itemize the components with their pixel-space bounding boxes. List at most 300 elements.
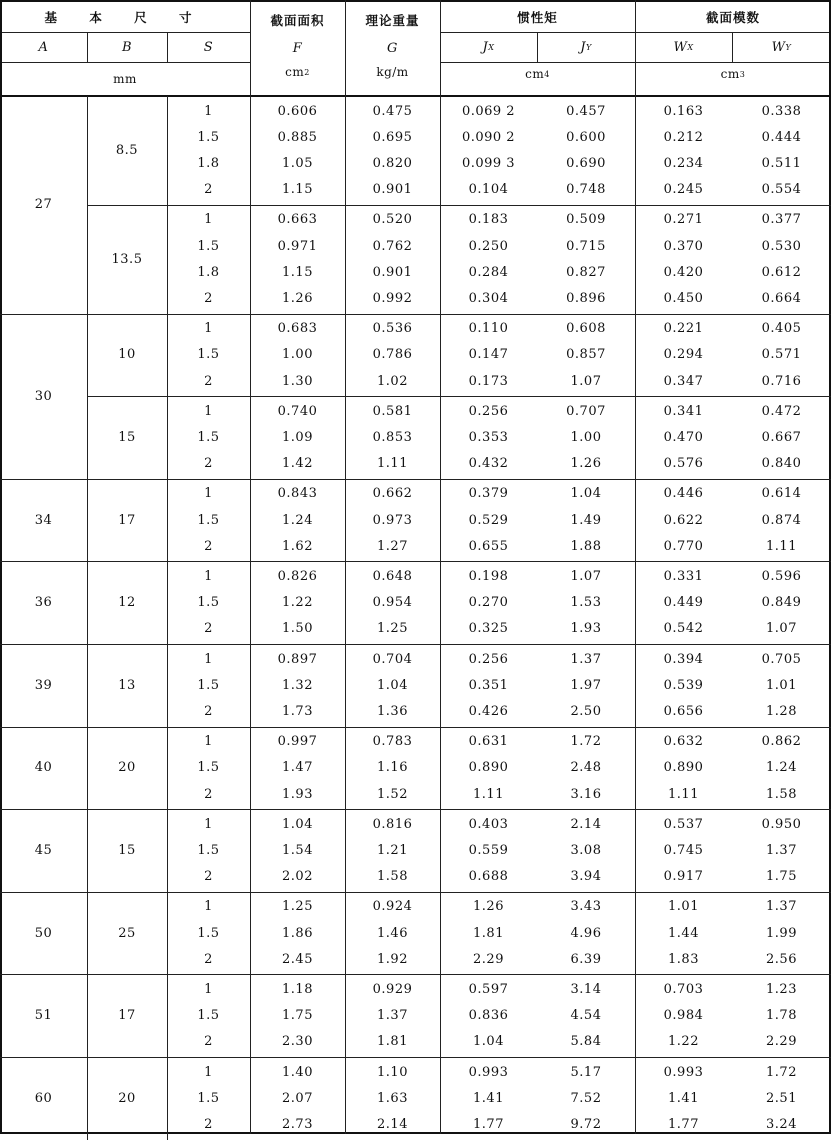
dimension-A-cell: 50	[34, 925, 53, 941]
value-cell: 0.840	[761, 456, 802, 472]
thickness-cell: 2	[204, 951, 213, 967]
thickness-cell: 2	[204, 786, 213, 802]
dimension-B-cell: 10	[118, 347, 136, 363]
symbol-G: G	[387, 40, 398, 56]
value-cell: 1.05	[282, 155, 313, 171]
value-cell: 0.256	[468, 403, 509, 419]
dimension-B-cell: 15	[118, 842, 136, 858]
dimension-B-cell: 13.5	[111, 251, 143, 267]
value-cell: 0.853	[372, 429, 413, 445]
value-cell: 1.11	[668, 786, 699, 802]
value-cell: 0.950	[761, 816, 802, 832]
value-cell: 1.04	[570, 486, 602, 502]
value-cell: 0.656	[663, 703, 704, 719]
value-cell: 1.93	[570, 621, 602, 637]
col-rule-B	[87, 96, 88, 314]
thickness-cell: 2	[204, 538, 213, 554]
value-cell: 2.73	[282, 1116, 313, 1132]
unit-cm2: cm 2	[285, 65, 310, 79]
value-cell: 0.294	[663, 347, 704, 363]
value-cell: 0.612	[761, 264, 802, 280]
value-cell: 1.75	[282, 1008, 313, 1024]
value-cell: 2.48	[570, 760, 602, 776]
value-cell: 0.762	[372, 238, 413, 254]
value-cell: 1.37	[766, 899, 797, 915]
thickness-cell: 1.5	[197, 429, 220, 445]
header-rule-2a	[0, 62, 250, 63]
unit-cm4: cm 4	[525, 67, 550, 81]
value-cell: 1.18	[282, 981, 313, 997]
thickness-cell: 1	[204, 1064, 213, 1080]
value-cell: 0.786	[372, 347, 413, 363]
value-cell: 0.271	[663, 212, 704, 228]
value-cell: 0.450	[663, 290, 704, 306]
value-cell: 1.30	[282, 373, 313, 389]
value-cell: 0.703	[663, 981, 704, 997]
value-cell: 0.971	[277, 238, 318, 254]
value-cell: 1.32	[282, 677, 313, 693]
thickness-cell: 1	[204, 899, 213, 915]
value-cell: 1.77	[473, 1116, 504, 1132]
value-cell: 1.23	[766, 981, 797, 997]
value-cell: 0.688	[468, 869, 509, 885]
thickness-cell: 1	[204, 212, 213, 228]
value-cell: 0.353	[468, 429, 509, 445]
value-cell: 0.405	[761, 321, 802, 337]
modulus-header: 截面模数	[705, 10, 760, 25]
col-rule-S	[167, 892, 168, 975]
value-cell: 0.917	[663, 869, 704, 885]
value-cell: 0.542	[663, 621, 704, 637]
value-cell: 1.93	[282, 786, 313, 802]
value-cell: 0.554	[761, 182, 802, 198]
thickness-cell: 1	[204, 981, 213, 997]
value-cell: 1.41	[668, 1090, 699, 1106]
value-cell: 0.695	[372, 129, 413, 145]
value-cell: 0.559	[468, 842, 509, 858]
value-cell: 9.72	[570, 1116, 602, 1132]
value-cell: 0.426	[468, 703, 509, 719]
value-cell: 0.924	[372, 899, 413, 915]
value-cell: 1.72	[570, 734, 602, 750]
value-cell: 0.993	[468, 1064, 509, 1080]
value-cell: 1.88	[570, 538, 602, 554]
value-cell: 3.14	[570, 981, 602, 997]
value-cell: 1.72	[766, 1064, 797, 1080]
value-cell: 1.16	[377, 760, 408, 776]
value-cell: 1.27	[377, 538, 408, 554]
col-rule-S	[167, 32, 168, 63]
dimension-A-cell: 45	[34, 842, 53, 858]
value-cell: 1.21	[377, 842, 408, 858]
thickness-cell: 2	[204, 373, 213, 389]
col-rule-B	[87, 1057, 88, 1140]
value-cell: 0.622	[663, 512, 704, 528]
value-cell: 1.99	[766, 925, 797, 941]
value-cell: 1.11	[766, 538, 797, 554]
col-rule-S	[167, 314, 168, 479]
value-cell: 0.783	[372, 734, 413, 750]
value-cell: 1.22	[668, 1034, 699, 1050]
col-rule-Jy	[537, 32, 538, 63]
subgroup-rule	[87, 205, 831, 206]
value-cell: 3.16	[570, 786, 602, 802]
value-cell: 0.648	[372, 568, 413, 584]
thickness-cell: 2	[204, 1116, 213, 1132]
value-cell: 0.183	[468, 212, 509, 228]
value-cell: 0.198	[468, 568, 509, 584]
value-cell: 0.470	[663, 429, 704, 445]
value-cell: 2.50	[570, 703, 602, 719]
col-rule-B	[87, 314, 88, 479]
value-cell: 0.748	[566, 182, 606, 198]
col-rule-S	[167, 561, 168, 644]
value-cell: 0.304	[468, 290, 509, 306]
value-cell: 0.509	[566, 212, 606, 228]
value-cell: 0.690	[566, 155, 606, 171]
value-cell: 0.857	[566, 347, 606, 363]
value-cell: 0.874	[761, 512, 802, 528]
value-cell: 1.40	[282, 1064, 313, 1080]
value-cell: 1.37	[570, 651, 602, 667]
dimension-A-cell: 27	[34, 197, 53, 213]
value-cell: 1.26	[282, 290, 313, 306]
value-cell: 0.707	[566, 403, 606, 419]
value-cell: 1.53	[570, 595, 602, 611]
value-cell: 0.377	[761, 212, 802, 228]
thickness-cell: 1.5	[197, 595, 220, 611]
value-cell: 0.110	[468, 321, 509, 337]
value-cell: 0.954	[372, 595, 413, 611]
value-cell: 0.325	[468, 621, 509, 637]
value-cell: 0.827	[566, 264, 606, 280]
value-cell: 0.530	[761, 238, 802, 254]
value-cell: 5.84	[570, 1034, 602, 1050]
value-cell: 0.539	[663, 677, 704, 693]
thickness-cell: 1.5	[197, 760, 220, 776]
value-cell: 1.86	[282, 925, 313, 941]
thickness-cell: 2	[204, 703, 213, 719]
value-cell: 4.96	[570, 925, 602, 941]
value-cell: 1.37	[766, 842, 797, 858]
value-cell: 1.01	[668, 899, 699, 915]
value-cell: 2.14	[377, 1116, 408, 1132]
unit-kg-per-m: kg/m	[376, 65, 409, 79]
value-cell: 4.54	[570, 1008, 602, 1024]
value-cell: 0.663	[277, 212, 318, 228]
value-cell: 0.449	[663, 595, 704, 611]
value-cell: 1.37	[377, 1008, 408, 1024]
value-cell: 0.394	[663, 651, 704, 667]
value-cell: 1.28	[766, 703, 797, 719]
thickness-cell: 1	[204, 486, 213, 502]
thickness-cell: 2	[204, 621, 213, 637]
thickness-cell: 2	[204, 869, 213, 885]
value-cell: 0.816	[372, 816, 413, 832]
col-rule-B	[87, 727, 88, 810]
value-cell: 1.15	[282, 264, 313, 280]
value-cell: 1.07	[570, 568, 602, 584]
inertia-header: 惯性矩	[517, 10, 558, 25]
value-cell: 0.351	[468, 677, 509, 693]
value-cell: 0.090 2	[461, 129, 516, 145]
weight-header: 理论重量	[365, 13, 420, 28]
value-cell: 2.29	[766, 1034, 797, 1050]
col-rule-B	[87, 479, 88, 562]
value-cell: 0.997	[277, 734, 318, 750]
value-cell: 0.896	[566, 290, 606, 306]
col-rule-B	[87, 32, 88, 63]
value-cell: 0.234	[663, 155, 704, 171]
value-cell: 0.655	[468, 538, 509, 554]
value-cell: 1.92	[377, 951, 408, 967]
symbol-S: S	[203, 40, 214, 55]
thickness-cell: 1	[204, 816, 213, 832]
dimension-B-cell: 12	[118, 595, 136, 611]
value-cell: 0.843	[277, 486, 318, 502]
value-cell: 0.347	[663, 373, 704, 389]
value-cell: 0.929	[372, 981, 413, 997]
value-cell: 1.04	[282, 816, 313, 832]
value-cell: 0.631	[468, 734, 509, 750]
value-cell: 1.83	[668, 951, 699, 967]
col-rule-S	[167, 644, 168, 727]
value-cell: 0.862	[761, 734, 802, 750]
dimension-A-cell: 39	[34, 677, 53, 693]
col-rule-Wy	[732, 32, 733, 63]
value-cell: 0.885	[277, 129, 318, 145]
value-cell: 0.331	[663, 568, 704, 584]
value-cell: 0.820	[372, 155, 413, 171]
value-cell: 1.44	[668, 925, 699, 941]
value-cell: 1.49	[570, 512, 602, 528]
value-cell: 1.75	[766, 869, 797, 885]
value-cell: 0.890	[468, 760, 509, 776]
value-cell: 5.17	[570, 1064, 602, 1080]
dimension-A-cell: 60	[34, 1090, 53, 1106]
value-cell: 0.662	[372, 486, 413, 502]
value-cell: 6.39	[570, 951, 602, 967]
value-cell: 1.62	[282, 538, 313, 554]
thickness-cell: 1.5	[197, 1008, 220, 1024]
symbol-B: B	[121, 40, 133, 55]
value-cell: 2.07	[282, 1090, 313, 1106]
value-cell: 0.341	[663, 403, 704, 419]
dimension-A-cell: 51	[34, 1008, 53, 1024]
col-rule-B	[87, 644, 88, 727]
value-cell: 1.11	[377, 456, 408, 472]
value-cell: 0.740	[277, 403, 318, 419]
value-cell: 0.104	[468, 182, 509, 198]
value-cell: 1.10	[377, 1064, 408, 1080]
value-cell: 3.94	[570, 869, 602, 885]
value-cell: 0.099 3	[461, 155, 516, 171]
dimension-B-cell: 20	[118, 1090, 136, 1106]
value-cell: 1.07	[766, 621, 797, 637]
value-cell: 1.47	[282, 760, 313, 776]
col-rule-S	[167, 974, 168, 1057]
value-cell: 0.745	[663, 842, 704, 858]
value-cell: 7.52	[570, 1090, 602, 1106]
value-cell: 1.25	[282, 899, 313, 915]
value-cell: 1.11	[473, 786, 504, 802]
col-rule-B	[87, 809, 88, 892]
col-rule-B	[87, 974, 88, 1057]
value-cell: 0.212	[663, 129, 704, 145]
value-cell: 0.770	[663, 538, 704, 554]
thickness-cell: 1.5	[197, 1090, 220, 1106]
value-cell: 3.08	[570, 842, 602, 858]
thickness-cell: 1.5	[197, 842, 220, 858]
col-rule-B	[87, 892, 88, 975]
value-cell: 0.173	[468, 373, 509, 389]
value-cell: 0.245	[663, 182, 704, 198]
value-cell: 1.58	[377, 869, 408, 885]
unit-cm3: cm 3	[720, 67, 746, 81]
value-cell: 0.984	[663, 1008, 704, 1024]
dimension-A-cell: 36	[34, 595, 53, 611]
thickness-cell: 1.5	[197, 512, 220, 528]
thickness-cell: 1	[204, 651, 213, 667]
value-cell: 0.667	[761, 429, 802, 445]
value-cell: 0.536	[372, 321, 413, 337]
value-cell: 1.36	[377, 703, 408, 719]
value-cell: 0.606	[277, 103, 318, 119]
value-cell: 0.897	[277, 651, 318, 667]
value-cell: 0.511	[761, 155, 802, 171]
value-cell: 0.597	[468, 981, 509, 997]
value-cell: 0.576	[663, 456, 704, 472]
value-cell: 1.81	[473, 925, 504, 941]
value-cell: 0.836	[468, 1008, 509, 1024]
value-cell: 1.24	[282, 512, 313, 528]
thickness-cell: 1.5	[197, 238, 220, 254]
value-cell: 1.25	[377, 621, 408, 637]
dimension-A-cell: 34	[34, 512, 53, 528]
value-cell: 2.02	[282, 869, 313, 885]
value-cell: 1.22	[282, 595, 313, 611]
value-cell: 0.529	[468, 512, 509, 528]
value-cell: 0.284	[468, 264, 509, 280]
value-cell: 2.29	[473, 951, 504, 967]
value-cell: 0.664	[761, 290, 802, 306]
value-cell: 1.04	[377, 677, 408, 693]
thickness-cell: 1.5	[197, 925, 220, 941]
value-cell: 0.890	[663, 760, 704, 776]
value-cell: 0.992	[372, 290, 413, 306]
value-cell: 1.00	[282, 347, 313, 363]
value-cell: 1.24	[766, 760, 797, 776]
value-cell: 0.849	[761, 595, 802, 611]
value-cell: 1.97	[570, 677, 602, 693]
value-cell: 0.596	[761, 568, 802, 584]
value-cell: 2.30	[282, 1034, 313, 1050]
value-cell: 0.608	[566, 321, 606, 337]
dimension-B-cell: 17	[118, 512, 136, 528]
value-cell: 1.63	[377, 1090, 408, 1106]
value-cell: 1.09	[282, 429, 313, 445]
dimension-A-cell: 40	[34, 760, 53, 776]
thickness-cell: 1	[204, 103, 213, 119]
col-rule-S	[167, 727, 168, 810]
dimension-B-cell: 13	[118, 677, 136, 693]
symbol-F: F	[292, 40, 303, 56]
value-cell: 0.475	[372, 103, 413, 119]
value-cell: 1.26	[473, 899, 504, 915]
value-cell: 0.901	[372, 182, 413, 198]
value-cell: 0.338	[761, 103, 802, 119]
thickness-cell: 2	[204, 182, 213, 198]
value-cell: 0.537	[663, 816, 704, 832]
value-cell: 0.420	[663, 264, 704, 280]
thickness-cell: 2	[204, 290, 213, 306]
value-cell: 0.370	[663, 238, 704, 254]
value-cell: 1.54	[282, 842, 313, 858]
dimension-B-cell: 8.5	[115, 142, 139, 158]
thickness-cell: 1	[204, 734, 213, 750]
value-cell: 0.716	[761, 373, 802, 389]
value-cell: 1.02	[377, 373, 408, 389]
col-rule-S	[167, 96, 168, 314]
value-cell: 0.221	[663, 321, 704, 337]
value-cell: 0.520	[372, 212, 413, 228]
symbol-A: A	[38, 40, 49, 55]
value-cell: 0.432	[468, 456, 509, 472]
value-cell: 1.01	[766, 677, 797, 693]
symbol-Jy: J Y	[580, 40, 592, 55]
value-cell: 0.901	[372, 264, 413, 280]
thickness-cell: 1.5	[197, 347, 220, 363]
subgroup-rule	[87, 396, 831, 397]
thickness-cell: 1.8	[197, 155, 220, 171]
value-cell: 1.42	[282, 456, 313, 472]
thickness-cell: 1.8	[197, 264, 220, 280]
dimension-B-cell: 15	[118, 429, 136, 445]
dimension-B-cell: 25	[118, 925, 136, 941]
thickness-cell: 1	[204, 403, 213, 419]
value-cell: 1.46	[377, 925, 408, 941]
col-rule-S	[167, 1057, 168, 1140]
col-rule-S	[167, 809, 168, 892]
value-cell: 1.07	[570, 373, 602, 389]
thickness-cell: 1	[204, 321, 213, 337]
dimension-B-cell: 20	[118, 760, 136, 776]
value-cell: 3.43	[570, 899, 602, 915]
value-cell: 0.704	[372, 651, 413, 667]
table-top-border	[0, 0, 831, 2]
value-cell: 1.73	[282, 703, 313, 719]
value-cell: 0.444	[761, 129, 802, 145]
value-cell: 0.614	[761, 486, 802, 502]
value-cell: 0.715	[566, 238, 606, 254]
value-cell: 0.256	[468, 651, 509, 667]
value-cell: 0.683	[277, 321, 318, 337]
thickness-cell: 2	[204, 1034, 213, 1050]
dimension-B-cell: 17	[118, 1008, 136, 1024]
value-cell: 1.41	[473, 1090, 504, 1106]
value-cell: 0.705	[761, 651, 802, 667]
col-rule-B	[87, 561, 88, 644]
value-cell: 1.58	[766, 786, 797, 802]
value-cell: 0.163	[663, 103, 704, 119]
value-cell: 1.52	[377, 786, 408, 802]
value-cell: 0.270	[468, 595, 509, 611]
value-cell: 1.15	[282, 182, 313, 198]
value-cell: 1.26	[570, 456, 602, 472]
value-cell: 2.14	[570, 816, 602, 832]
thickness-cell: 1.5	[197, 677, 220, 693]
value-cell: 1.00	[570, 429, 602, 445]
